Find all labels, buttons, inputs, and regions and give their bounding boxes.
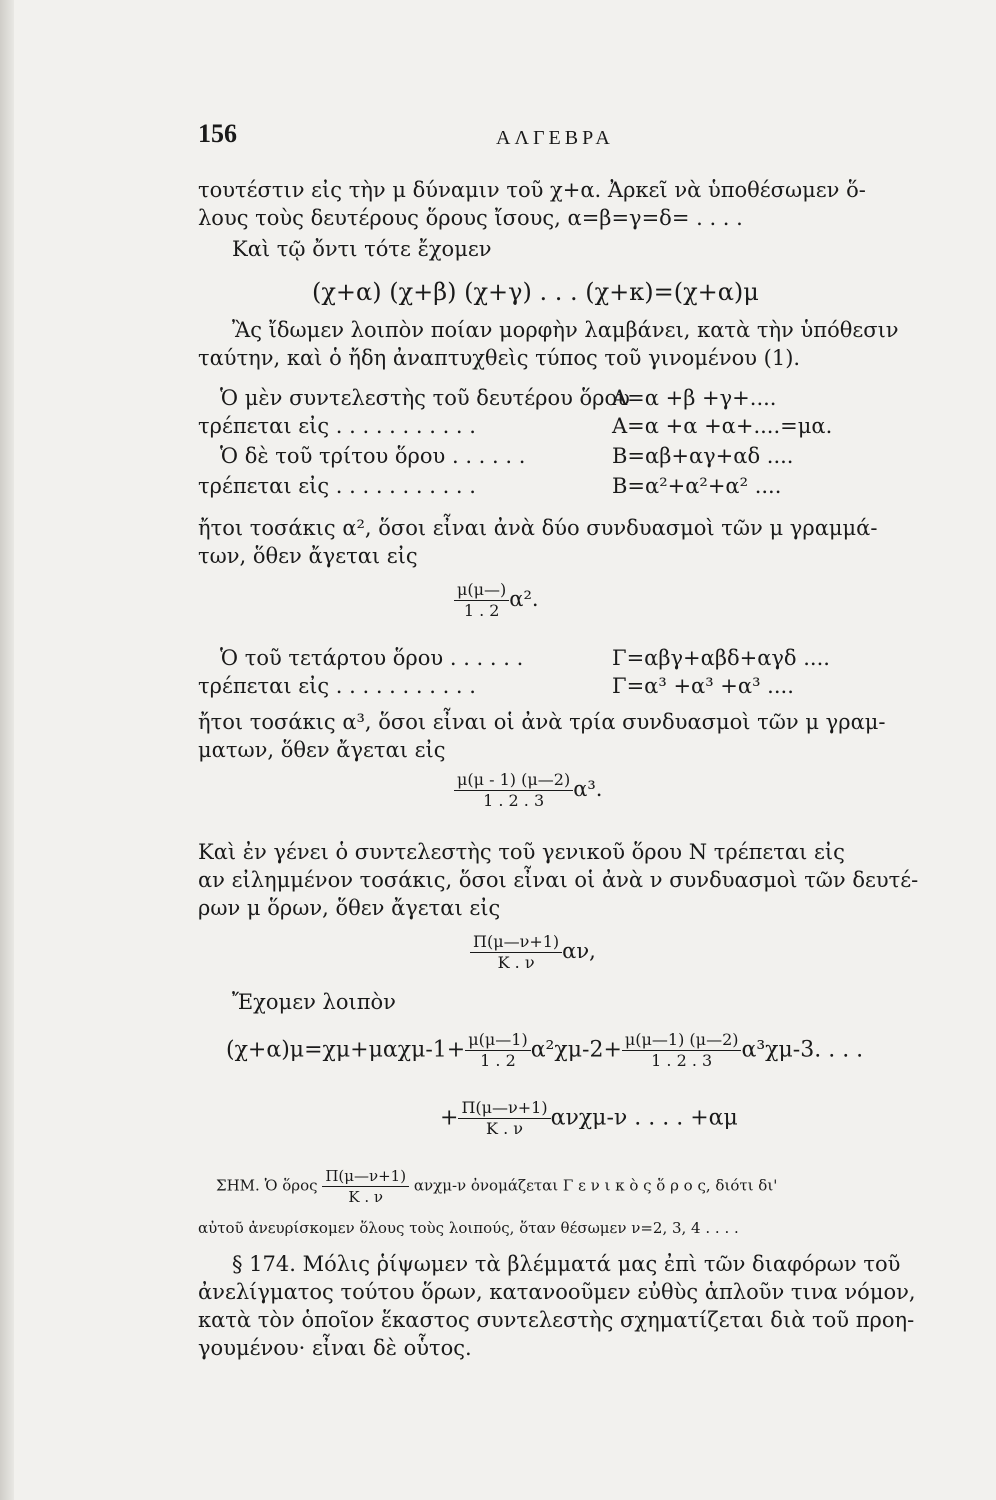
expansion-term-3: α³χμ-3. . . . [741, 1037, 864, 1063]
coef-row-formula: Γ=αβγ+αβδ+αγδ .... [612, 646, 830, 670]
para2-line-2: ταύτην, καὶ ὁ ἤδη ἀναπτυχθεὶς τύπος τοῦ γινομένου (1). [198, 346, 801, 370]
intro-line-3: Καὶ τῷ ὄντι τότε ἔχομεν [232, 237, 492, 261]
fraction-tail: αν, [562, 939, 596, 963]
coef-row-label: Ὁ δὲ τοῦ τρίτου ὅρου . . . . . . [220, 444, 526, 468]
fraction-denominator: 1 . 2 . 3 [483, 791, 545, 810]
coef-row-formula: Α=α +α +α+....=μα. [612, 414, 833, 438]
para3-line-2: των, ὅθεν ἄγεται εἰς [198, 544, 418, 568]
fraction-tail: α³. [573, 777, 603, 801]
expansion-general-term: ανχμ-ν . . . . +αμ [550, 1105, 738, 1131]
fraction-numerator: μ(μ—) [454, 580, 509, 601]
running-title: ΑΛΓΕΒΡΑ [496, 127, 614, 149]
expansion-plus: + [440, 1105, 459, 1131]
fraction-comb-3 [454, 770, 602, 811]
para5-line-3: ρων μ ὅρων, ὅθεν ἄγεται εἰς [198, 896, 501, 920]
para3-line-1: ἤτοι τοσάκις α², ὅσοι εἶναι ἀνὰ δύο συνδυασμοὶ τῶν μ γραμμά- [198, 516, 878, 540]
binomial-expansion-line-2 [440, 1098, 738, 1139]
page-edge-shadow [0, 0, 14, 1500]
fraction-numerator: μ(μ—1) (μ—2) [622, 1030, 742, 1051]
fraction-numerator: Π(μ—ν+1) [458, 1098, 550, 1119]
note-tail: ανχμ-ν ὀνομάζεται Γ ε ν ι κ ὸ ς ὅ ρ ο ς, διότι δι' [413, 1176, 778, 1195]
fraction-numerator: μ(μ - 1) (μ—2) [454, 770, 573, 791]
coef-row-formula: Β=α²+α²+α² .... [612, 474, 782, 498]
expansion-term-2: α²χμ-2+ [530, 1037, 622, 1063]
coef-row-label: τρέπεται εἰς . . . . . . . . . . . [198, 674, 476, 698]
fraction-numerator: Π(μ—ν+1) [470, 932, 562, 953]
fraction-denominator: 1 . 2 [463, 601, 500, 620]
binomial-expansion-line-1 [226, 1030, 863, 1071]
intro-line-1: τουτέστιν εἰς τὴν μ δύναμιν τοῦ χ+α. Ἀρκεῖ νὰ ὑποθέσωμεν ὅ- [198, 178, 866, 202]
note-line-2: αὐτοῦ ἀνευρίσκομεν ὅλους τοὺς λοιπούς, ὅταν θέσωμεν ν=2, 3, 4 . . . . [198, 1219, 739, 1237]
note-label: ΣΗΜ. Ὁ ὅρος [216, 1176, 318, 1195]
fraction-numerator: Π(μ—ν+1) [322, 1166, 409, 1187]
coef-row-label: Ὁ τοῦ τετάρτου ὅρου . . . . . . [220, 646, 524, 670]
fraction-denominator: Κ . ν [497, 953, 535, 972]
fraction-comb-2 [454, 580, 539, 621]
para4-line-2: ματων, ὅθεν ἄγεται εἰς [198, 738, 446, 762]
fraction-tail: α². [509, 587, 539, 611]
section-174-line-3: κατὰ τὸν ὁποῖον ἕκαστος συντελεστὴς σχηματίζεται διὰ τοῦ προη- [198, 1308, 915, 1332]
fraction-numerator: μ(μ—1) [465, 1030, 530, 1051]
coef-row-label: τρέπεται εἰς . . . . . . . . . . . [198, 474, 476, 498]
coef-row-label: Ὁ μὲν συντελεστὴς τοῦ δευτέρου ὅρου [220, 386, 630, 410]
intro-line-2: λους τοὺς δευτέρους ὅρους ἴσους, α=β=γ=δ= . . . . [198, 206, 743, 230]
coef-row-formula: Β=αβ+αγ+αδ .... [612, 444, 794, 468]
para5-line-2: αν εἰλημμένον τοσάκις, ὅσοι εἶναι οἱ ἀνὰ ν συνδυασμοὶ τῶν δευτέ- [198, 868, 919, 892]
expansion-lhs: (χ+α)μ=χμ+μαχμ-1+ [226, 1037, 466, 1063]
fraction-denominator: Κ . ν [348, 1188, 384, 1206]
coef-row-formula: Γ=α³ +α³ +α³ .... [612, 674, 794, 698]
section-174-line-4: γουμένου· εἶναι δὲ οὗτος. [198, 1336, 472, 1360]
fraction-denominator: 1 . 2 . 3 [651, 1051, 713, 1070]
fraction-denominator: Κ . ν [486, 1119, 523, 1138]
para2-line-1: Ἂς ἴδωμεν λοιπὸν ποίαν μορφὴν λαμβάνει, κατὰ τὴν ὑπόθεσιν [232, 318, 899, 342]
note-line-1 [216, 1166, 777, 1207]
fraction-denominator: 1 . 2 [480, 1051, 516, 1070]
section-174-line-1: § 174. Μόλις ῥίψωμεν τὰ βλέμματά μας ἐπὶ τῶν διαφόρων τοῦ [232, 1252, 901, 1276]
para5-line-1: Καὶ ἐν γένει ὁ συντελεστὴς τοῦ γενικοῦ ὅρου Ν τρέπεται εἰς [198, 840, 845, 864]
fraction-comb-general [470, 932, 596, 973]
coef-row-formula: Α=α +β +γ+.... [612, 386, 777, 410]
para4-line-1: ἤτοι τοσάκις α³, ὅσοι εἶναι οἱ ἀνὰ τρία συνδυασμοὶ τῶν μ γραμ- [198, 710, 886, 734]
echomen-loipon: Ἔχομεν λοιπὸν [232, 990, 396, 1014]
page-number: 156 [198, 119, 237, 148]
section-174-line-2: ἀνελίγματος τούτου ὅρων, κατανοοῦμεν εὐθὺς ἁπλοῦν τινα νόμον, [198, 1280, 916, 1304]
equation-product: (χ+α) (χ+β) (χ+γ) . . . (χ+κ)=(χ+α)μ [312, 278, 759, 306]
coef-row-label: τρέπεται εἰς . . . . . . . . . . . [198, 414, 476, 438]
